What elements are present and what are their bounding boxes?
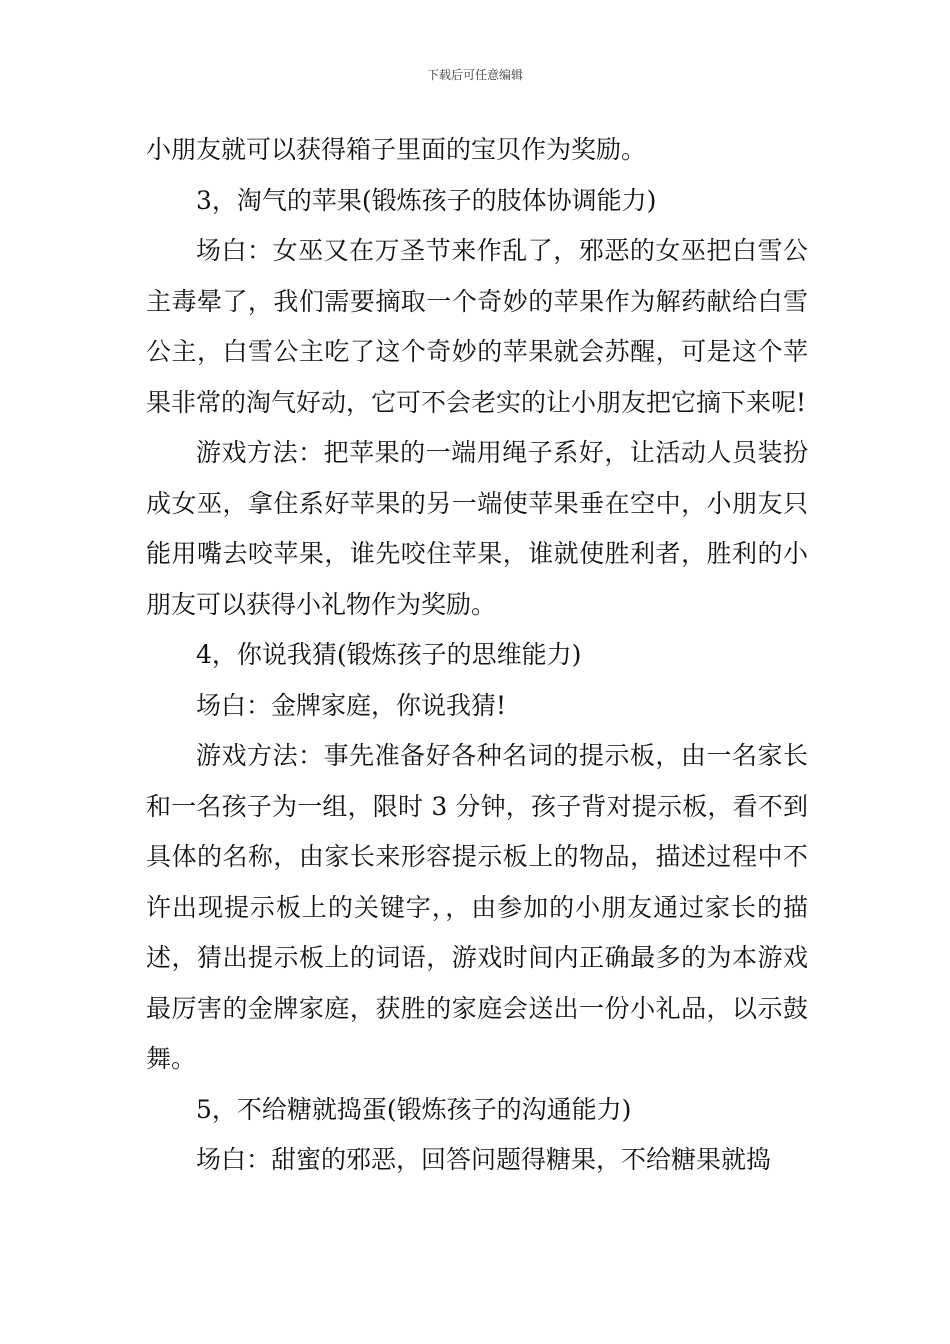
paragraph: 场白：甜蜜的邪恶，回答问题得糖果，不给糖果就捣 <box>196 1145 772 1174</box>
section-heading: 3，淘气的苹果(锻炼孩子的肢体协调能力) <box>196 185 657 215</box>
section-heading: 5，不给糖就捣蛋(锻炼孩子的沟通能力) <box>196 1094 632 1124</box>
paragraph: 游戏方法：事先准备好各种名词的提示板，由一名家长和一名孩子为一组，限时 3 分钟，孩子背对提示板，看不到具体的名称，由家长来形容提示板上的物品，描述过程中不许出现提示板上的关键字，，由参加的小朋友通过家长的描述，猜出提示板上的词语，游戏时间内正确最多的为本游戏最厉害的金牌家庭，获胜的家庭会送出一份小礼品，以示鼓舞。 <box>146 741 808 1073</box>
paragraph: 小朋友就可以获得箱子里面的宝贝作为奖励。 <box>146 135 647 164</box>
paragraph: 场白：女巫又在万圣节来作乱了，邪恶的女巫把白雪公主毒晕了，我们需要摘取一个奇妙的苹果作为解药献给白雪公主，白雪公主吃了这个奇妙的苹果就会苏醒，可是这个苹果非常的淘气好动，它可不会老实的让小朋友把它摘下来呢! <box>146 236 808 417</box>
paragraph: 场白：金牌家庭，你说我猜! <box>196 690 507 720</box>
paragraph: 游戏方法：把苹果的一端用绳子系好，让活动人员装扮成女巫，拿住系好苹果的另一端使苹果垂在空中，小朋友只能用嘴去咬苹果，谁先咬住苹果，谁就使胜利者，胜利的小朋友可以获得小礼物作为奖励。 <box>146 438 808 619</box>
section-heading: 4，你说我猜(锻炼孩子的思维能力) <box>196 640 582 669</box>
document-body <box>146 125 808 1186</box>
header-note: 下载后可任意编辑 <box>426 68 523 82</box>
